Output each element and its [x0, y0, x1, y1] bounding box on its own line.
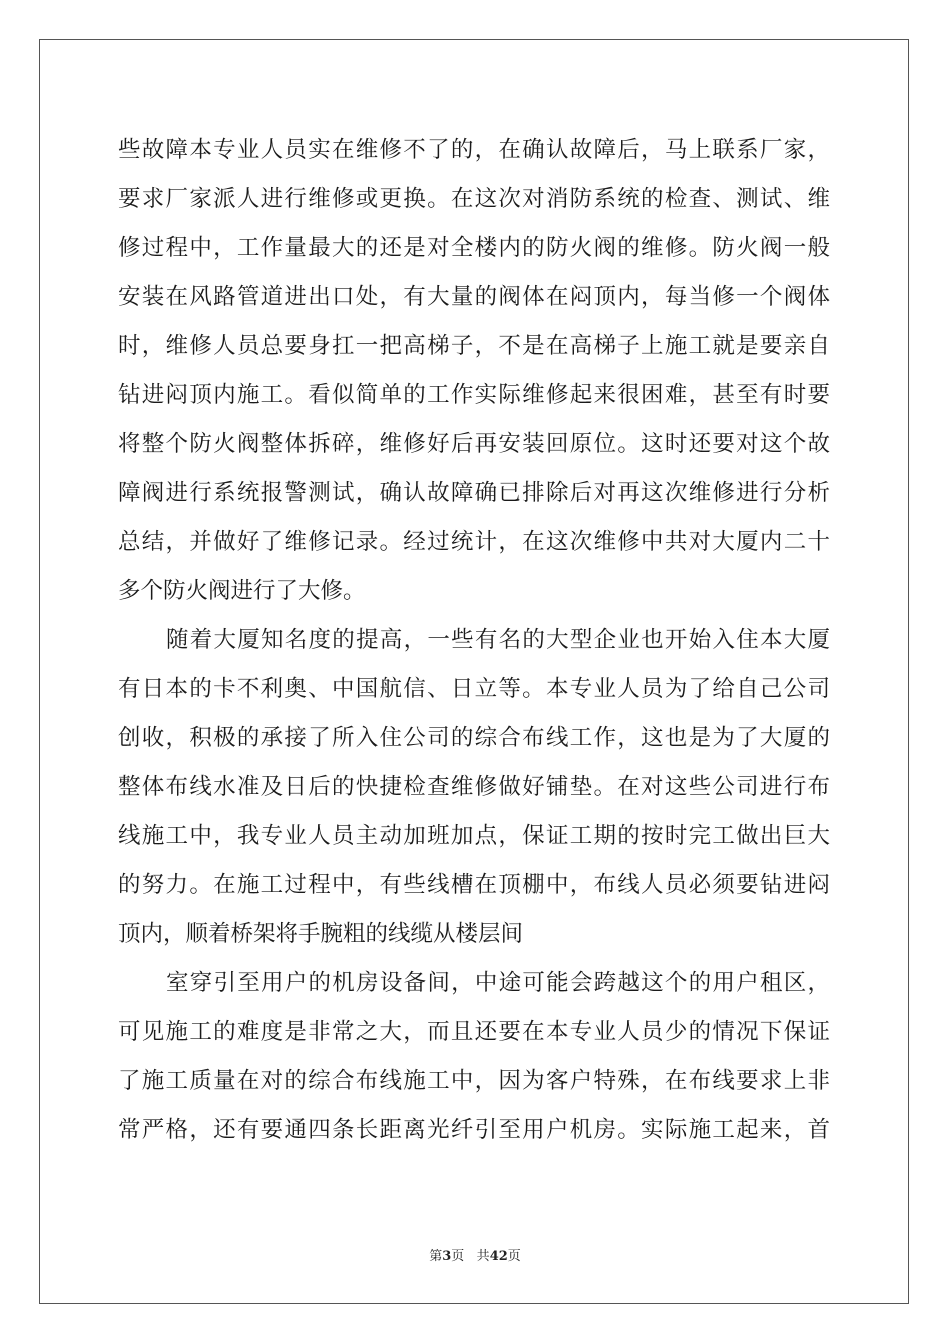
- text-line: 了施工质量在对的综合布线施工中，因为客户特殊，在布线要求上非: [118, 1068, 830, 1094]
- total-prefix: 共: [476, 1249, 490, 1264]
- total-pages: 42: [489, 1249, 508, 1264]
- text-line: 障阀进行系统报警测试，确认故障确已排除后对再这次维修进行分析: [118, 480, 830, 506]
- text-line: 创收，积极的承接了所入住公司的综合布线工作，这也是为了大厦的: [118, 725, 830, 751]
- text-line: 常严格，还有要通四条长距离光纤引至用户机房。实际施工起来，首: [118, 1117, 830, 1143]
- text-line: 时，维修人员总要身扛一把高梯子，不是在高梯子上施工就是要亲自: [118, 333, 830, 359]
- total-suffix: 页: [507, 1249, 521, 1264]
- page-border: [39, 39, 909, 1304]
- text-line: 将整个防火阀整体拆碎，维修好后再安装回原位。这时还要对这个故: [118, 431, 830, 457]
- text-line: 钻进闷顶内施工。看似简单的工作实际维修起来很困难，甚至有时要: [118, 382, 830, 408]
- page-footer: [0, 1249, 950, 1265]
- text-line: 有日本的卡不利奥、中国航信、日立等。本专业人员为了给自己公司: [118, 676, 830, 702]
- text-line: 总结，并做好了维修记录。经过统计，在这次维修中共对大厦内二十: [118, 529, 830, 555]
- text-line: 多个防火阀进行了大修。: [118, 578, 366, 604]
- text-line: 整体布线水准及日后的快捷检查维修做好铺垫。在对这些公司进行布: [118, 774, 830, 800]
- page-prefix: 第: [429, 1249, 443, 1264]
- text-line: 的努力。在施工过程中，有些线槽在顶棚中，布线人员必须要钻进闷: [118, 872, 830, 898]
- text-line: 些故障本专业人员实在维修不了的，在确认故障后，马上联系厂家，: [118, 137, 830, 163]
- text-line: 室穿引至用户的机房设备间，中途可能会跨越这个的用户租区，: [166, 970, 830, 996]
- page-suffix: 页: [451, 1249, 465, 1264]
- text-line: 线施工中，我专业人员主动加班加点，保证工期的按时完工做出巨大: [118, 823, 830, 849]
- text-line: 安装在风路管道进出口处，有大量的阀体在闷顶内，每当修一个阀体: [118, 284, 830, 310]
- text-line: 随着大厦知名度的提高，一些有名的大型企业也开始入住本大厦: [166, 627, 830, 653]
- text-line: 顶内，顺着桥架将手腕粗的线缆从楼层间: [118, 921, 524, 947]
- text-line: 要求厂家派人进行维修或更换。在这次对消防系统的检查、测试、维: [118, 186, 830, 212]
- text-line: 修过程中，工作量最大的还是对全楼内的防火阀的维修。防火阀一般: [118, 235, 830, 261]
- text-line: 可见施工的难度是非常之大，而且还要在本专业人员少的情况下保证: [118, 1019, 830, 1045]
- page-number: 3: [442, 1249, 452, 1264]
